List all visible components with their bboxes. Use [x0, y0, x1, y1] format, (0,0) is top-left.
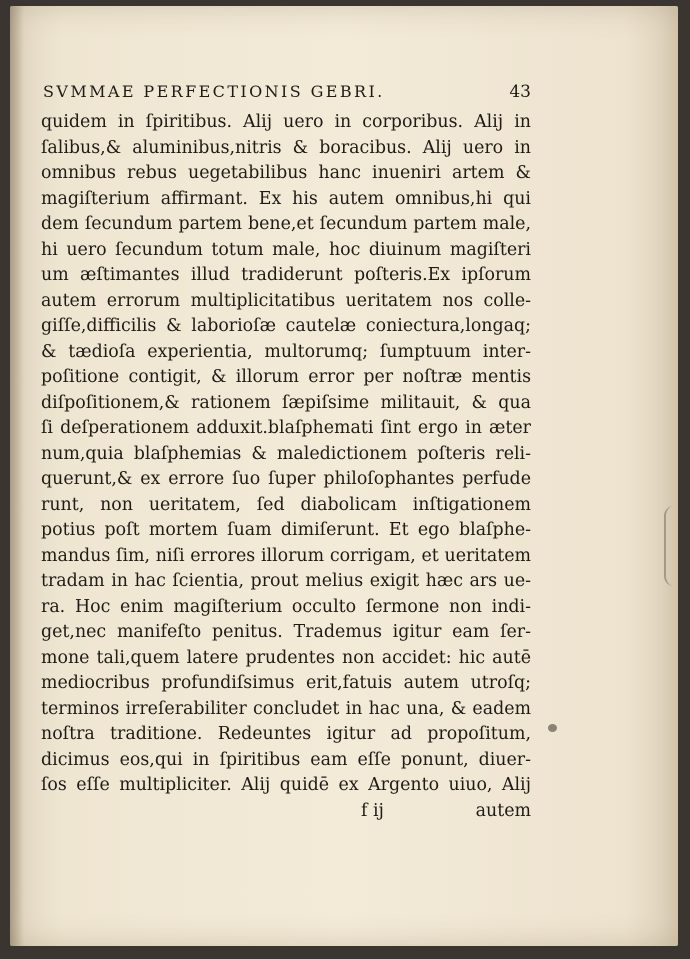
- text-line: ſalibus,& aluminibus,nitris & boracibus. Alij uero in: [41, 137, 531, 158]
- page-edge-curl: [664, 506, 678, 586]
- text-line: terminos irreſerabiliter concludet in hac una, & eadem: [41, 698, 531, 719]
- text-line: potius poſt mortem ſuam dimiſerunt. Et ego blaſphe-: [41, 520, 531, 540]
- text-line: querunt,& ex errore ſuo ſuper philoſophantes perfude: [41, 469, 531, 489]
- text-line: mone tali,quem latere prudentes non accidet: hic autē: [41, 647, 531, 668]
- text-line: mediocribus profundiſsimus erit,fatuis autem utroſq;: [41, 673, 531, 693]
- page-number: 43: [509, 82, 531, 102]
- text-line: um æſtimantes illud tradiderunt poſteris.Ex ipſorum: [41, 265, 531, 285]
- text-line: giſſe,difficilis & laborioſæ cautelæ coniectura,longaq;: [41, 316, 531, 336]
- text-line: dicimus eos,qui in ſpiritibus eam eſſe ponunt, diuer-: [41, 749, 531, 770]
- catchword: autem: [475, 800, 531, 821]
- text-line: hi uero ſecundum totum male, hoc diuinum magiſteri: [41, 239, 531, 260]
- ink-spot: [548, 724, 557, 732]
- text-line: num,quia blaſphemias & maledictionem poſteris reli-: [41, 443, 531, 464]
- body-text: [41, 110, 531, 799]
- text-line: ra. Hoc enim magiſterium occulto ſermone non indi-: [41, 596, 531, 617]
- text-line: ſos eſſe multipliciter. Alij quidē ex Argento uiuo, Alij: [41, 775, 531, 795]
- page-gutter-shadow: [10, 6, 24, 946]
- text-line: get,nec manifeſto penitus. Trademus igitur eam ſer-: [41, 622, 531, 642]
- text-line: noſtra traditione. Redeuntes igitur ad propoſitum,: [41, 724, 531, 744]
- text-line: magiſterium affirmant. Ex his autem omnibus,hi qui: [41, 188, 531, 209]
- text-line: diſpoſitionem,& rationem ſæpiſsime militauit, & qua: [41, 392, 531, 413]
- text-line: mandus ſim, niſi errores illorum corrigam, et ueritatem: [41, 545, 531, 566]
- book-page: [10, 6, 678, 946]
- signature-mark: f ij: [361, 800, 384, 821]
- page-footer: [41, 799, 531, 825]
- text-line: quidem in ſpiritibus. Alij uero in corporibus. Alij in: [41, 112, 531, 132]
- running-title: SVMMAE PERFECTIONIS GEBRI.: [43, 82, 385, 101]
- text-line: poſitione contigit, & illorum error per noſtræ mentis: [41, 367, 531, 387]
- text-line: autem errorum multiplicitatibus ueritatem nos colle-: [41, 290, 531, 311]
- text-line: omnibus rebus uegetabilibus hanc inueniri artem &: [41, 163, 531, 183]
- text-line: dem ſecundum partem bene,et ſecundum partem male,: [41, 214, 531, 234]
- running-header: [41, 82, 531, 110]
- text-line: runt, non ueritatem, ſed diabolicam inſtigationem: [41, 494, 531, 515]
- text-line: tradam in hac ſcientia, prout melius exigit hæc ars ue-: [41, 571, 531, 591]
- text-line: ſi deſperationem adduxit.blaſphemati ſint ergo in æter: [41, 418, 531, 438]
- text-line: & tædioſa experientia, multorumq; ſumptuum inter-: [41, 341, 531, 362]
- text-block: [41, 82, 531, 824]
